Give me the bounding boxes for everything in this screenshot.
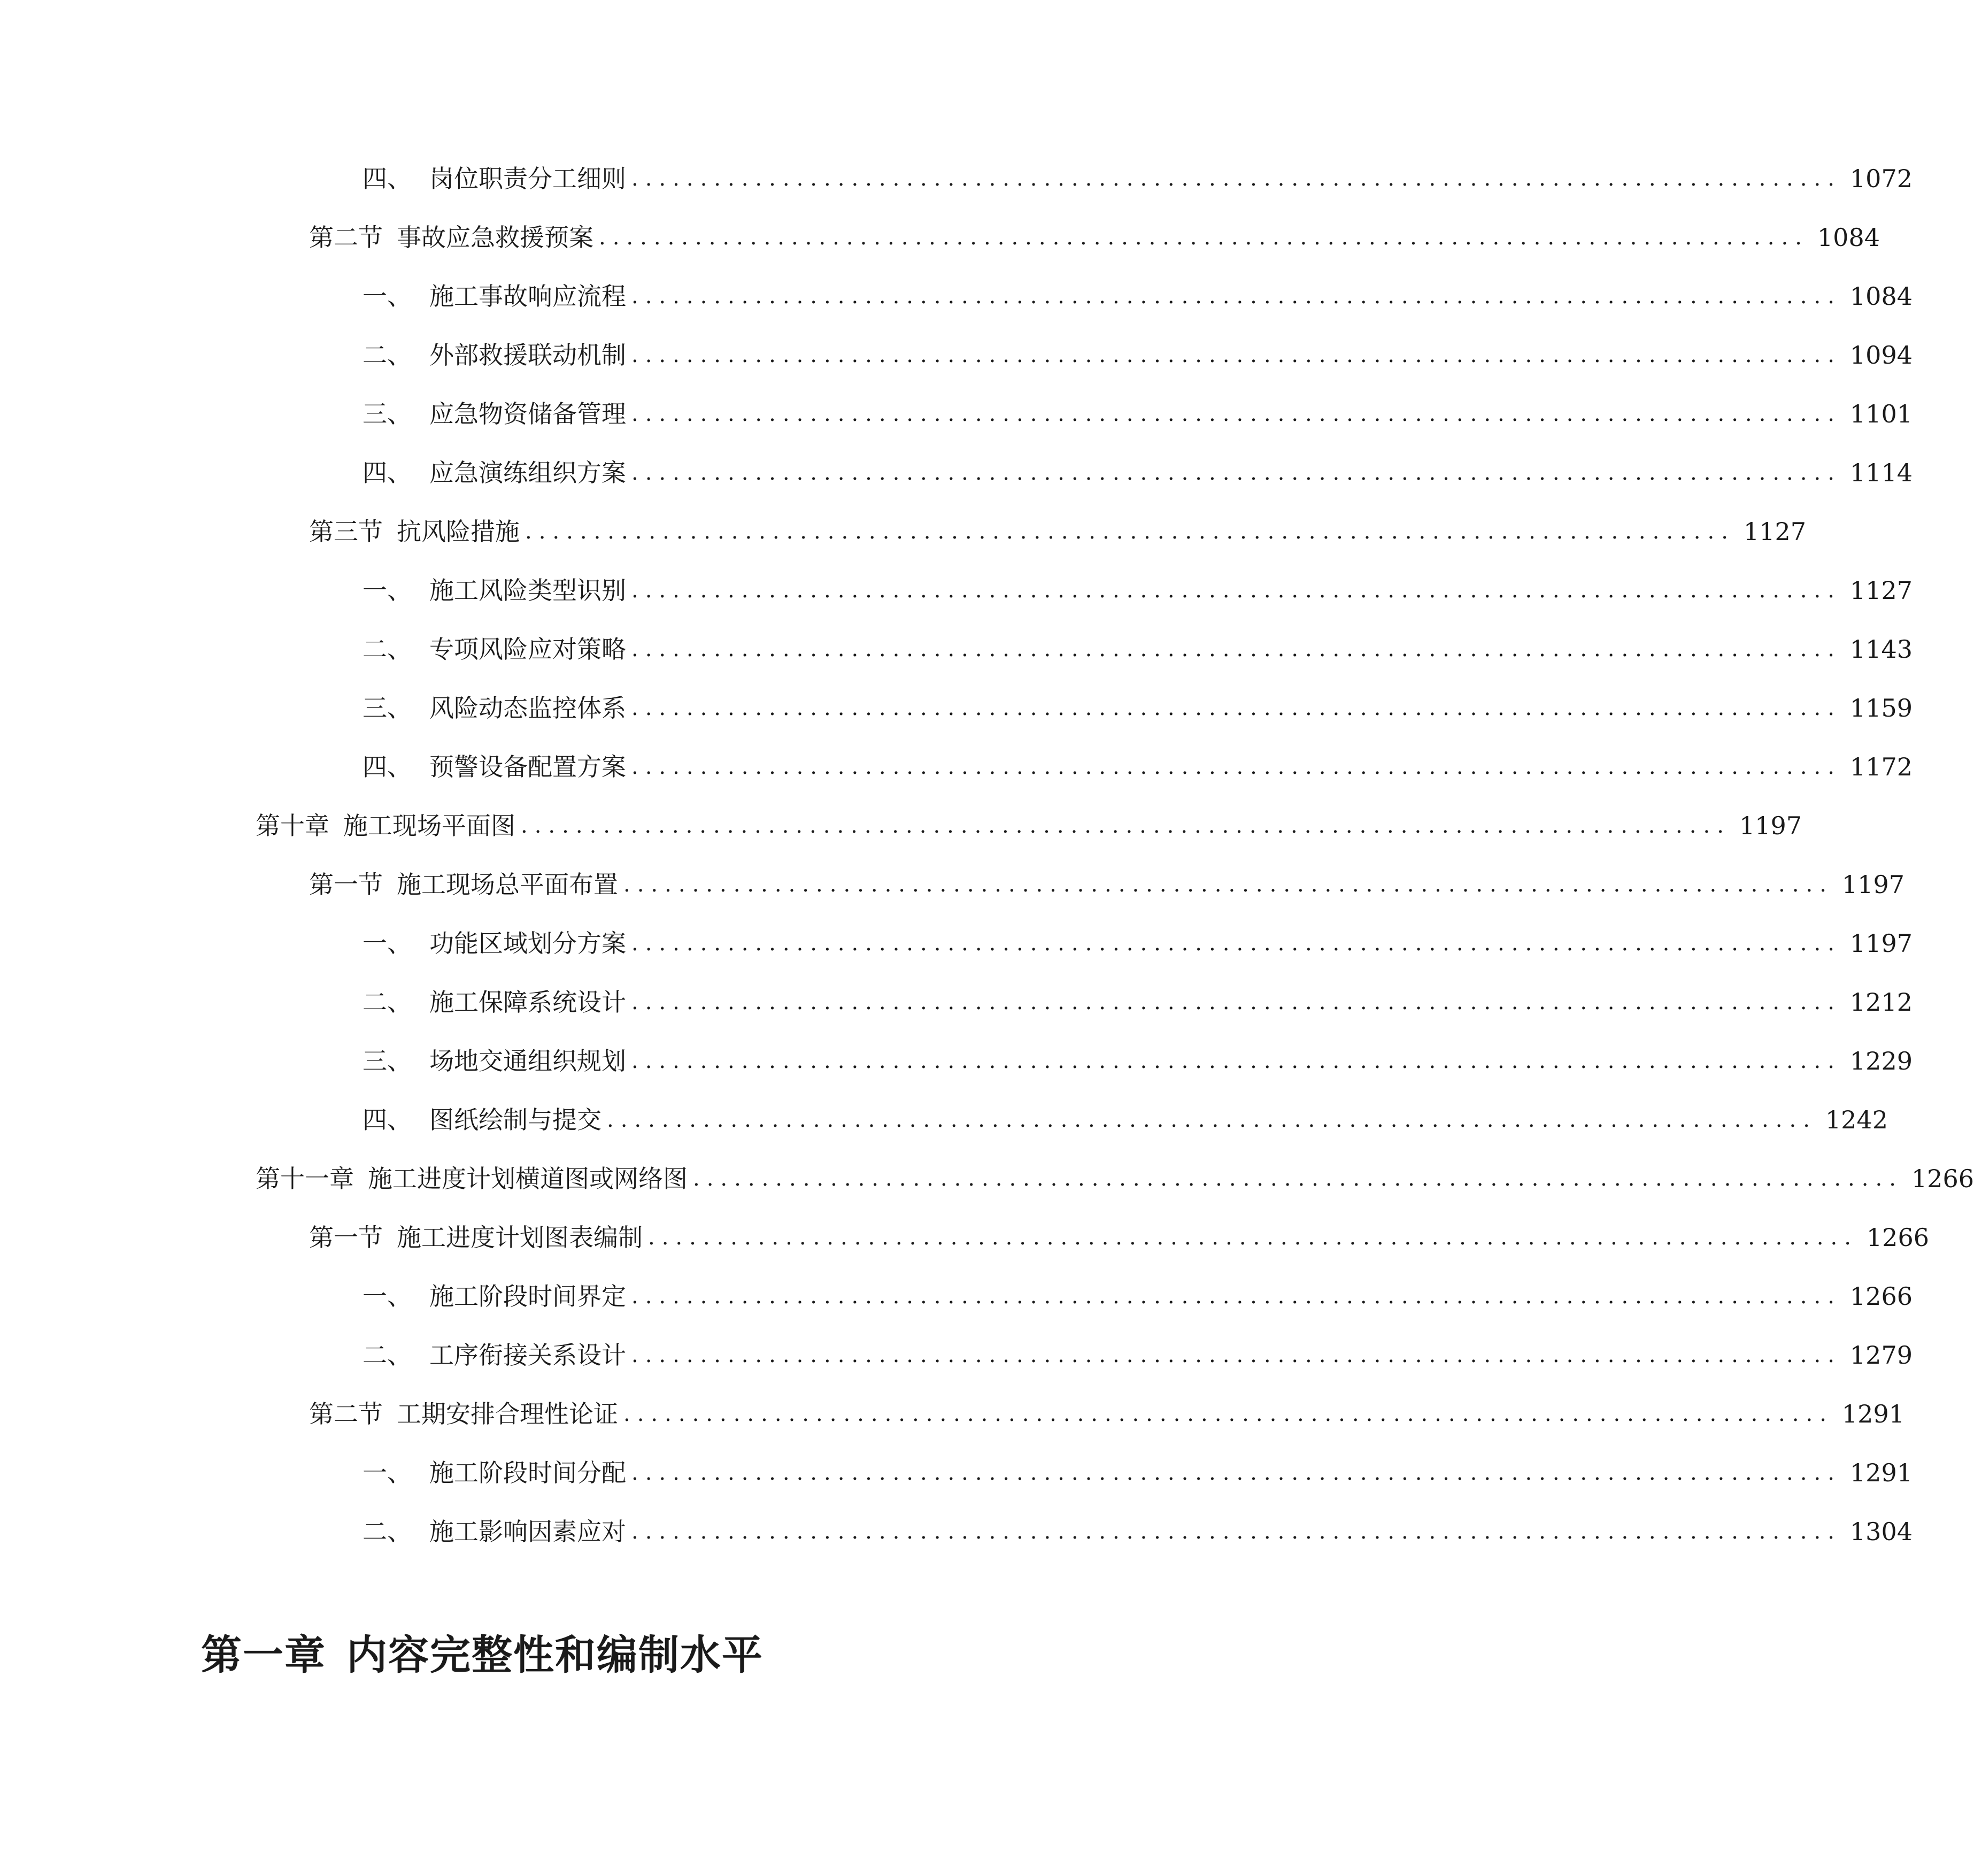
toc-entry-number: 第三节 [309, 517, 383, 546]
dot-leader: ........................................................................................ [623, 872, 1833, 897]
toc-entry-title: 工期安排合理性论证 [397, 1400, 618, 1428]
toc-entry-title: 施工保障系统设计 [429, 988, 626, 1017]
toc-entry[interactable] [363, 1040, 1913, 1082]
toc-entry[interactable] [363, 981, 1913, 1024]
dot-leader: ........................................................................................ [631, 402, 1841, 426]
dot-leader: ........................................................................................ [599, 225, 1809, 250]
toc-entry-number: 三、 [363, 1047, 412, 1075]
toc-entry[interactable] [256, 804, 1802, 847]
toc-entry-title: 预警设备配置方案 [429, 752, 626, 781]
dot-leader: ........................................................................................ [631, 755, 1841, 779]
toc-entry[interactable] [363, 745, 1913, 788]
toc-entry-number: 第二节 [309, 1400, 383, 1428]
toc-entry-title: 施工风险类型识别 [429, 576, 626, 605]
toc-entry[interactable] [363, 1275, 1913, 1318]
toc-entry-number: 一、 [363, 1282, 412, 1311]
toc-entry-number: 四、 [363, 752, 412, 781]
toc-entry-page: 1212 [1849, 988, 1913, 1017]
chapter-heading-number: 第一章 [201, 1631, 326, 1679]
toc-entry[interactable] [363, 687, 1913, 729]
toc-entry-number: 二、 [363, 988, 412, 1017]
toc-entry-title: 施工事故响应流程 [429, 282, 626, 311]
toc-entry[interactable] [363, 1334, 1913, 1377]
toc-entry-title: 施工进度计划图表编制 [397, 1223, 643, 1252]
chapter-heading-title: 内容完整性和编制水平 [346, 1631, 764, 1679]
toc-entry-page: 1101 [1849, 399, 1913, 428]
toc-entry-title: 施工进度计划横道图或网络图 [368, 1164, 688, 1193]
toc-entry-number: 一、 [363, 282, 412, 311]
toc-entry-page: 1197 [1849, 929, 1913, 958]
dot-leader: ........................................................................................ [693, 1166, 1903, 1191]
dot-leader: ........................................................................................ [631, 284, 1841, 309]
toc-entry-title: 岗位职责分工细则 [429, 164, 626, 193]
toc-entry-number: 第十章 [256, 811, 329, 840]
toc-entry-number: 第二节 [309, 223, 383, 252]
dot-leader: ........................................................................................ [631, 637, 1841, 662]
dot-leader: ........................................................................................ [631, 460, 1841, 485]
dot-leader: ........................................................................................ [631, 1519, 1841, 1544]
toc-entry-number: 一、 [363, 929, 412, 958]
toc-entry-number: 四、 [363, 164, 412, 193]
toc-entry[interactable] [363, 1098, 1888, 1141]
toc-entry-title: 图纸绘制与提交 [429, 1105, 602, 1134]
toc-entry-title: 施工影响因素应对 [429, 1517, 626, 1546]
dot-leader: ........................................................................................ [631, 1049, 1841, 1073]
toc-entry-page: 1127 [1743, 517, 1806, 546]
toc-entry-page: 1266 [1866, 1223, 1929, 1252]
toc-entry-title: 施工阶段时间界定 [429, 1282, 626, 1311]
toc-entry-number: 第一节 [309, 1223, 383, 1252]
dot-leader: ........................................................................................ [623, 1402, 1833, 1426]
toc-entry-title: 功能区域划分方案 [429, 929, 626, 958]
toc-entry-number: 二、 [363, 1517, 412, 1546]
dot-leader: ........................................................................................ [631, 696, 1841, 720]
toc-entry-title: 施工现场总平面布置 [397, 870, 618, 899]
toc-entry-page: 1172 [1849, 752, 1913, 781]
toc-entry[interactable] [256, 1157, 1974, 1200]
toc-entry-title: 应急物资储备管理 [429, 399, 626, 428]
toc-entry-page: 1279 [1849, 1341, 1913, 1370]
toc-entry-page: 1094 [1849, 341, 1913, 370]
toc-entry-number: 二、 [363, 341, 412, 370]
toc-entry-page: 1242 [1825, 1105, 1888, 1134]
toc-entry-page: 1072 [1849, 164, 1913, 193]
toc-entry-page: 1127 [1849, 576, 1913, 605]
toc-entry-title: 场地交通组织规划 [429, 1047, 626, 1075]
toc-entry-page: 1304 [1849, 1517, 1913, 1546]
toc-entry-title: 工序衔接关系设计 [429, 1341, 626, 1370]
toc-entry[interactable] [309, 1393, 1904, 1435]
toc-entry-page: 1266 [1911, 1164, 1974, 1193]
toc-entry[interactable] [363, 569, 1913, 612]
toc-entry-title: 抗风险措施 [397, 517, 520, 546]
toc-entry-page: 1291 [1849, 1458, 1913, 1487]
dot-leader: ........................................................................................ [525, 519, 1735, 544]
toc-entry-number: 三、 [363, 694, 412, 722]
dot-leader: ........................................................................................ [631, 1343, 1841, 1367]
toc-entry[interactable] [309, 1216, 1929, 1259]
toc-entry-title: 施工现场平面图 [343, 811, 515, 840]
toc-entry-number: 一、 [363, 576, 412, 605]
toc-entry-page: 1291 [1841, 1400, 1904, 1428]
dot-leader: ........................................................................................ [648, 1225, 1858, 1250]
dot-leader: ........................................................................................ [631, 1460, 1841, 1485]
toc-entry-page: 1159 [1849, 694, 1913, 722]
toc-entry-number: 三、 [363, 399, 412, 428]
toc-entry[interactable] [363, 157, 1913, 200]
toc-entry-number: 一、 [363, 1458, 412, 1487]
toc-entry-title: 施工阶段时间分配 [429, 1458, 626, 1487]
dot-leader: ........................................................................................ [631, 931, 1841, 956]
toc-entry-page: 1114 [1849, 458, 1913, 487]
toc-entry[interactable] [309, 863, 1904, 906]
dot-leader: ........................................................................................ [521, 813, 1731, 838]
toc-entry[interactable] [309, 510, 1806, 553]
toc-entry[interactable] [363, 451, 1913, 494]
toc-entry-page: 1143 [1849, 635, 1913, 664]
toc-entry[interactable] [363, 334, 1913, 376]
toc-entry[interactable] [363, 628, 1913, 671]
dot-leader: ........................................................................................ [631, 578, 1841, 603]
toc-entry[interactable] [363, 275, 1913, 318]
dot-leader: ........................................................................................ [631, 990, 1841, 1014]
toc-entry-number: 二、 [363, 1341, 412, 1370]
toc-entry-page: 1084 [1817, 223, 1880, 252]
toc-entry-page: 1229 [1849, 1047, 1913, 1075]
toc-entry[interactable] [363, 393, 1913, 435]
toc-entry[interactable] [363, 922, 1913, 965]
toc-entry-title: 风险动态监控体系 [429, 694, 626, 722]
toc-entry-number: 四、 [363, 1105, 412, 1134]
chapter-heading [201, 1626, 764, 1685]
toc-entry-page: 1197 [1739, 811, 1802, 840]
toc-entry-page: 1266 [1849, 1282, 1913, 1311]
toc-entry-page: 1084 [1849, 282, 1913, 311]
dot-leader: ........................................................................................ [631, 343, 1841, 367]
toc-entry-title: 外部救援联动机制 [429, 341, 626, 370]
toc-entry-title: 专项风险应对策略 [429, 635, 626, 664]
toc-entry[interactable] [309, 216, 1880, 259]
toc-entry-page: 1197 [1841, 870, 1904, 899]
toc-entry[interactable] [363, 1510, 1913, 1553]
toc-entry[interactable] [363, 1451, 1913, 1494]
toc-entry-number: 第一节 [309, 870, 383, 899]
toc-entry-number: 四、 [363, 458, 412, 487]
dot-leader: ........................................................................................ [631, 1284, 1841, 1309]
dot-leader: ........................................................................................ [607, 1108, 1817, 1132]
toc-entry-number: 第十一章 [256, 1164, 354, 1193]
dot-leader: ........................................................................................ [631, 166, 1841, 191]
toc-entry-title: 事故应急救援预案 [397, 223, 593, 252]
toc-entry-title: 应急演练组织方案 [429, 458, 626, 487]
toc-entry-number: 二、 [363, 635, 412, 664]
